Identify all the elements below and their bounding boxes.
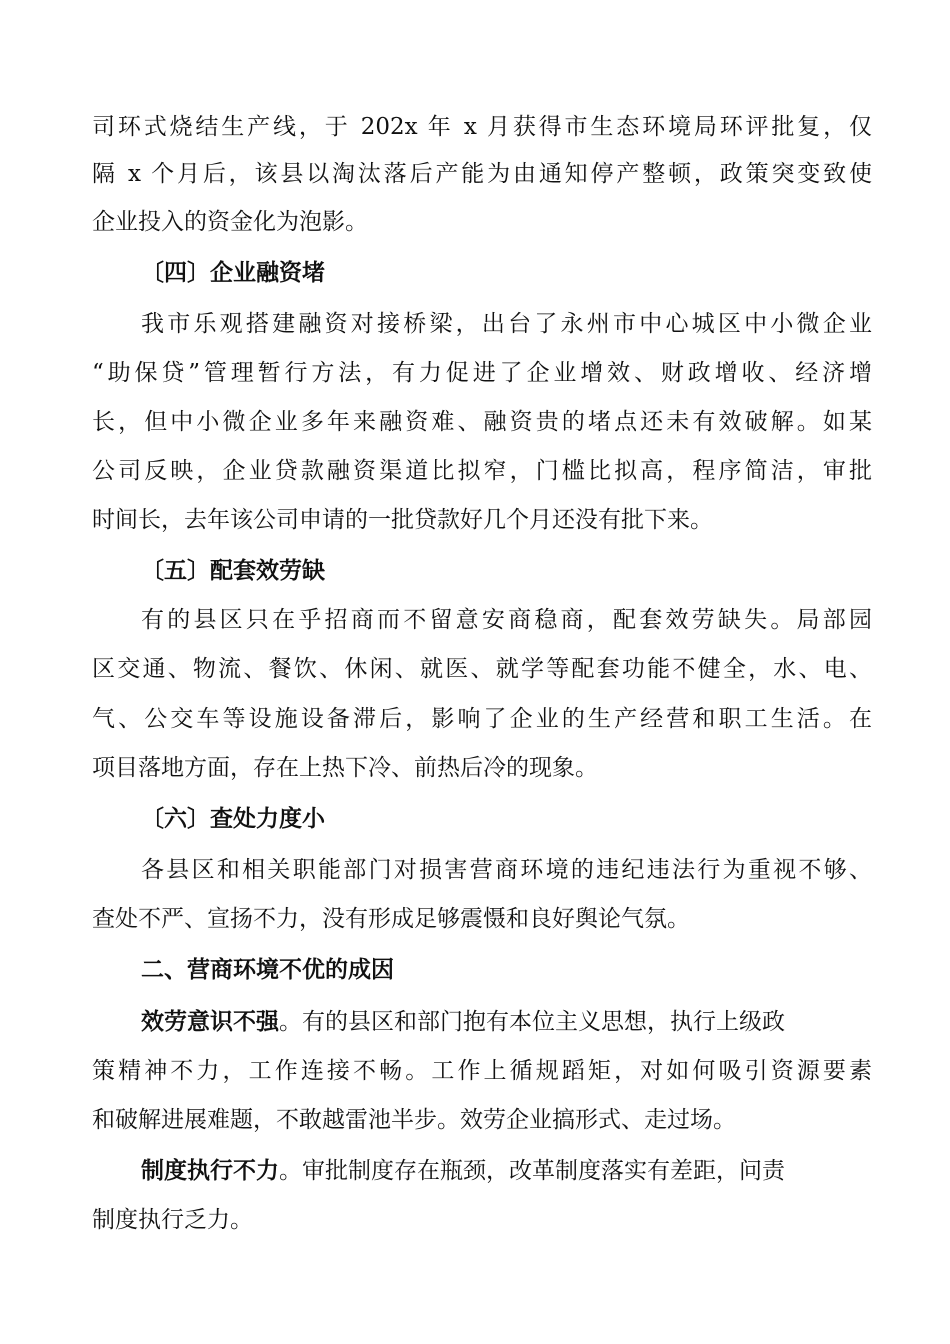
paragraph-line: 有的县区只在乎招商而不留意安商稳商，配套效劳缺失。局部园 [141,607,872,633]
paragraph-line [141,1156,872,1186]
paragraph-line: 隔 x 个月后，该县以淘汰落后产能为由通知停产整顿，政策突变致使 [92,161,872,187]
paragraph-line: 时间长，去年该公司申请的一批贷款好几个月还没有批下来。 [92,507,713,533]
paragraph-text: 。审批制度存在瓶颈，改革制度落实有差距，问责 [279,1158,785,1184]
paragraph-line: 制度执行乏力。 [92,1207,253,1233]
paragraph-line: 和破解进展难题，不敢越雷池半步。效劳企业搞形式、走过场。 [92,1107,736,1133]
paragraph-line: 策精神不力，工作连接不畅。工作上循规蹈矩，对如何吸引资源要素 [92,1058,872,1084]
paragraph-line [141,1007,872,1037]
paragraph-lead: 制度执行不力 [141,1158,279,1184]
paragraph-line: 公司反映，企业贷款融资渠道比拟窄，门槛比拟高，程序简洁，审批 [92,458,872,484]
paragraph-line: 长，但中小微企业多年来融资难、融资贵的堵点还未有效破解。如某 [92,409,872,435]
paragraph-line: 司环式烧结生产线，于 202x 年 x 月获得市生态环境局环评批复，仅 [92,114,872,140]
paragraph-text: 。有的县区和部门抱有本位主义思想，执行上级政 [279,1009,785,1035]
section-heading: 二、营商环境不优的成因 [141,957,394,983]
subheading-four: 〔四〕企业融资堵 [141,260,325,286]
subheading-six: 〔六〕查处力度小 [141,806,325,832]
paragraph-line: 区交通、物流、餐饮、休闲、就医、就学等配套功能不健全，水、电、 [92,656,872,682]
paragraph-line: 项目落地方面，存在上热下冷、前热后冷的现象。 [92,755,598,781]
paragraph-line: 企业投入的资金化为泡影。 [92,209,368,235]
paragraph-line: 我市乐观搭建融资对接桥梁，出台了永州市中心城区中小微企业 [141,311,872,337]
paragraph-lead: 效劳意识不强 [141,1009,279,1035]
paragraph-line: 各县区和相关职能部门对损害营商环境的违纪违法行为重视不够、 [141,857,872,883]
paragraph-line: “助保贷”管理暂行方法，有力促进了企业增效、财政增收、经济增 [92,360,872,386]
paragraph-line: 查处不严、宣扬不力，没有形成足够震慑和良好舆论气氛。 [92,906,690,932]
paragraph-line: 气、公交车等设施设备滞后，影响了企业的生产经营和职工生活。在 [92,706,872,732]
subheading-five: 〔五〕配套效劳缺 [141,558,325,584]
